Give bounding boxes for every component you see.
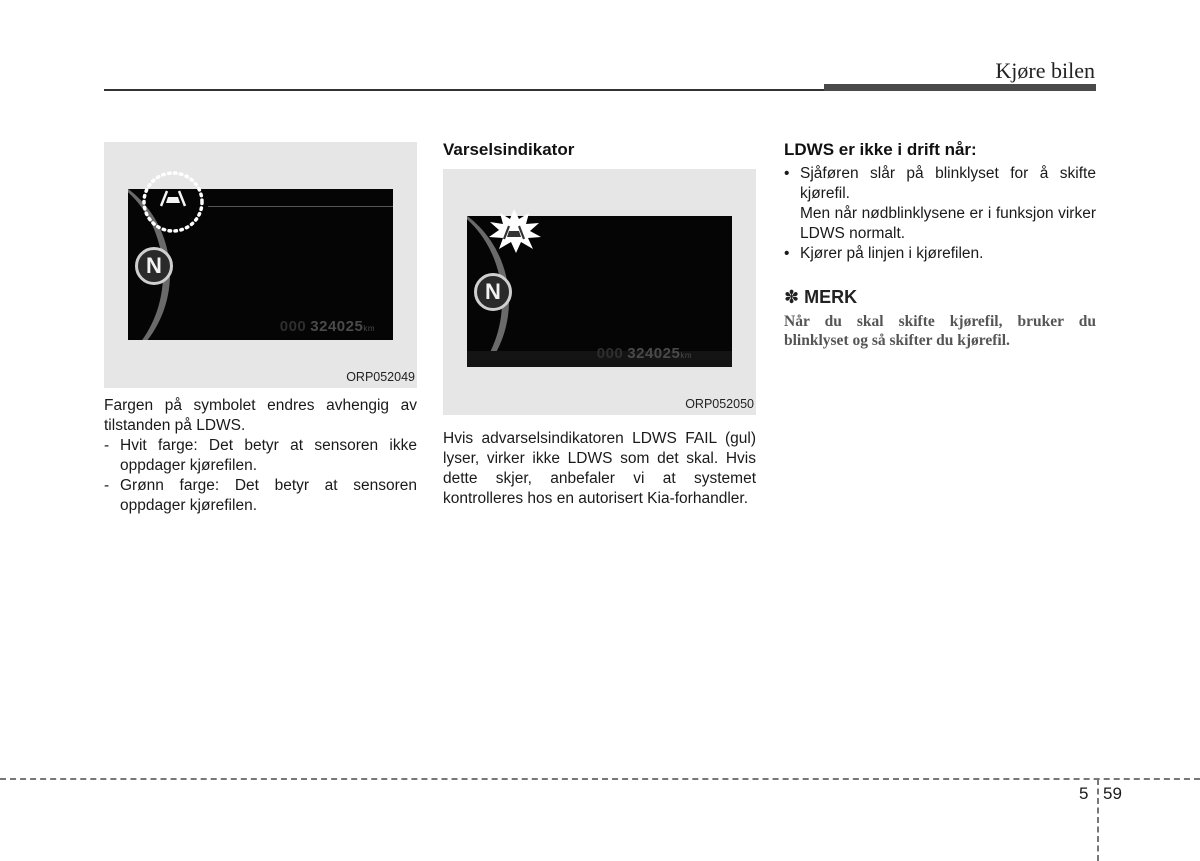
list-item: • Sjåføren slår på blinklyset for å skifte kjørefil. xyxy=(784,165,1096,202)
section-heading: LDWS er ikke i drift når: xyxy=(784,140,977,159)
odometer xyxy=(280,318,375,335)
page-header-title: Kjøre bilen xyxy=(995,58,1095,83)
lane-departure-icon xyxy=(139,169,207,235)
page-number: 59 xyxy=(1103,784,1122,803)
odometer-value: 324025 xyxy=(310,318,364,335)
figure-caption: ORP052049 xyxy=(346,370,415,384)
odometer-value: 324025 xyxy=(627,345,681,362)
figure-caption: ORP052050 xyxy=(685,397,754,411)
footer-divider xyxy=(1097,779,1099,861)
list-item: - Hvit farge: Det betyr at sensoren ikke oppdager kjørefilen. xyxy=(104,437,417,474)
figure-orp052049 xyxy=(104,142,417,388)
odometer xyxy=(597,345,692,362)
list-item: - Grønn farge: Det betyr at sensoren oppdager kjørefilen. xyxy=(104,477,417,514)
odometer-unit: km xyxy=(363,324,375,333)
ldws-warning-icon xyxy=(483,207,545,255)
list-item: • Kjører på linjen i kjørefilen. xyxy=(784,245,984,262)
body-text: Hvis advarselsindikatoren LDWS FAIL (gul) lyser, virker ikke LDWS som det skal. Hvis dette skjer, anbefaler vi at systemet kontrolleres hos en autorisert Kia-forhandler. xyxy=(443,430,756,507)
odometer-unit: km xyxy=(680,351,692,360)
note-heading: ✽ MERK xyxy=(784,287,858,307)
section-heading: Varselsindikator xyxy=(443,140,575,159)
list-item-text: Sjåføren slår på blinklyset for å skifte kjørefil. xyxy=(800,165,1096,202)
note-text: Når du skal skifte kjørefil, bruker du blinklyset og så skifter du kjørefil. xyxy=(784,313,1096,349)
bullet-list xyxy=(784,164,1096,264)
list-item-extra: Men når nødblinklysene er i funksjon virker LDWS normalt. xyxy=(800,205,1096,242)
section-number: 5 xyxy=(1079,784,1089,803)
list-item-text: Hvit farge: Det betyr at sensoren ikke oppdager kjørefilen. xyxy=(120,437,417,474)
header-rule xyxy=(104,89,824,91)
gear-indicator: N xyxy=(135,247,173,285)
gear-indicator: N xyxy=(474,273,512,311)
intro-paragraph: Fargen på symbolet endres avhengig av tilstanden på LDWS. xyxy=(104,397,417,434)
header-accent-bar xyxy=(824,84,1096,91)
footer-rule xyxy=(0,778,1200,780)
figure-orp052050 xyxy=(443,169,756,415)
odometer-prefix: 000 xyxy=(279,318,307,335)
list-item-text: Grønn farge: Det betyr at sensoren oppdager kjørefilen. xyxy=(120,477,417,514)
list-item-text: Kjører på linjen i kjørefilen. xyxy=(800,245,984,262)
odometer-prefix: 000 xyxy=(596,345,624,362)
body-text xyxy=(104,396,417,516)
